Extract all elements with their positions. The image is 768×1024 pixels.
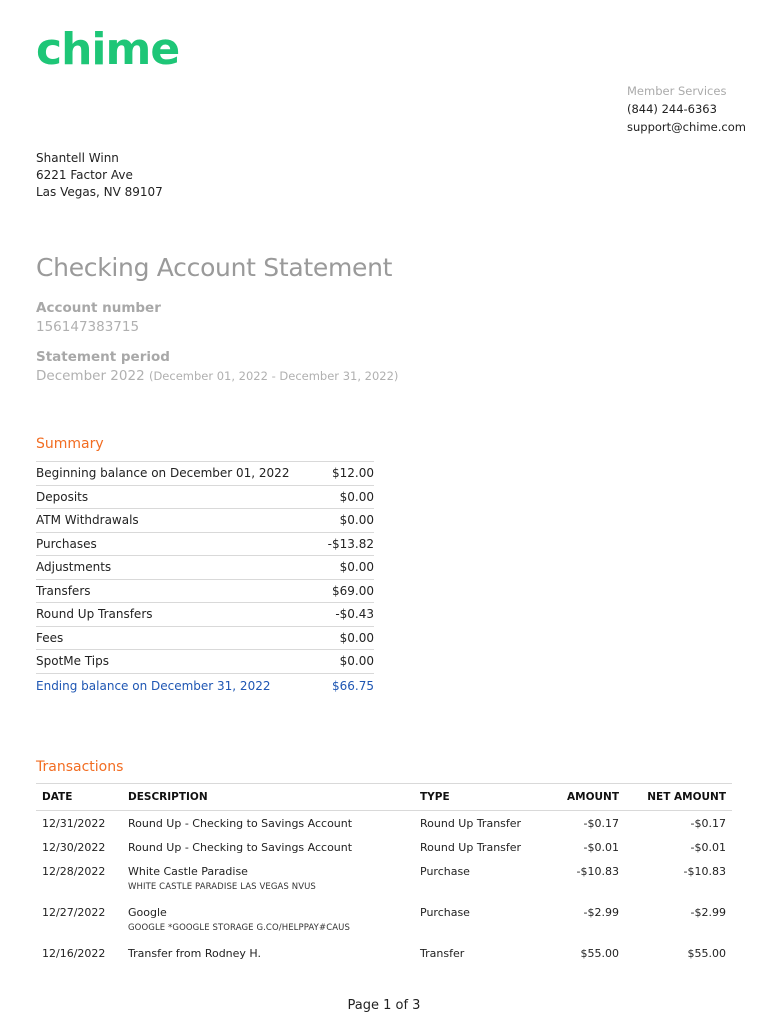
summary-row <box>36 603 374 627</box>
address-street: 6221 Factor Ave <box>36 168 133 182</box>
summary-row <box>36 556 374 580</box>
transaction-description-cell <box>122 941 414 965</box>
summary-row <box>36 626 374 650</box>
transactions-header-row <box>36 784 732 811</box>
statement-period-label: Statement period <box>36 349 170 365</box>
summary-amount: $0.00 <box>322 509 374 533</box>
member-services-phone: (844) 244-6363 <box>627 102 717 116</box>
transaction-type: Round Up Transfer <box>420 841 522 854</box>
address-city: Las Vegas, NV 89107 <box>36 185 163 199</box>
transaction-amount: -$10.83 <box>576 865 619 878</box>
summary-label: Transfers <box>36 579 322 603</box>
summary-row <box>36 532 374 556</box>
transaction-description: Round Up - Checking to Savings Account <box>128 817 353 830</box>
transaction-row <box>36 835 732 859</box>
transaction-date: 12/31/2022 <box>42 817 106 830</box>
transaction-detail: WHITE CASTLE PARADISE LAS VEGAS NVUS <box>128 882 316 892</box>
column-header-description: DESCRIPTION <box>122 784 414 811</box>
summary-title: Summary <box>36 436 104 452</box>
transaction-type: Round Up Transfer <box>420 817 522 830</box>
transaction-description: White Castle Paradise <box>128 865 248 878</box>
summary-label: Fees <box>36 626 322 650</box>
summary-row <box>36 650 374 674</box>
transaction-row <box>36 811 732 836</box>
transaction-date: 12/27/2022 <box>42 906 106 919</box>
transaction-date: 12/30/2022 <box>42 841 106 854</box>
transaction-net-amount: -$0.01 <box>690 841 726 854</box>
column-header-type: TYPE <box>414 784 532 811</box>
summary-amount: -$0.43 <box>322 603 374 627</box>
ending-balance-label: Ending balance on December 31, 2022 <box>36 673 322 698</box>
transactions-title: Transactions <box>36 759 124 775</box>
transaction-description-cell <box>122 900 414 941</box>
transaction-date: 12/28/2022 <box>42 865 106 878</box>
summary-amount: $12.00 <box>322 462 374 486</box>
statement-period-range: (December 01, 2022 - December 31, 2022) <box>148 369 399 383</box>
address-name: Shantell Winn <box>36 151 119 165</box>
transaction-type: Transfer <box>420 947 465 960</box>
summary-row <box>36 462 374 486</box>
chime-logo: chime <box>36 24 180 75</box>
mailing-address <box>36 150 163 201</box>
summary-label: Round Up Transfers <box>36 603 322 627</box>
transaction-description: Round Up - Checking to Savings Account <box>128 841 353 854</box>
summary-amount: $0.00 <box>322 650 374 674</box>
transactions-table <box>36 783 732 965</box>
member-services-email: support@chime.com <box>627 120 746 134</box>
transaction-detail: GOOGLE *GOOGLE STORAGE G.CO/HELPPAY#CAUS <box>128 923 350 933</box>
summary-label: ATM Withdrawals <box>36 509 322 533</box>
transaction-amount: -$0.17 <box>583 817 619 830</box>
member-services <box>627 82 746 136</box>
summary-label: Purchases <box>36 532 322 556</box>
ending-balance-amount: $66.75 <box>322 673 374 698</box>
summary-amount: -$13.82 <box>322 532 374 556</box>
column-header-net-amount: NET AMOUNT <box>625 784 732 811</box>
summary-label: Adjustments <box>36 556 322 580</box>
summary-amount: $69.00 <box>322 579 374 603</box>
transaction-description: Google <box>128 906 167 919</box>
summary-ending-row <box>36 673 374 698</box>
transaction-net-amount: -$10.83 <box>683 865 726 878</box>
column-header-amount: AMOUNT <box>532 784 625 811</box>
transaction-net-amount: $55.00 <box>687 947 726 960</box>
column-header-date: DATE <box>36 784 122 811</box>
transaction-amount: -$0.01 <box>583 841 619 854</box>
summary-row <box>36 509 374 533</box>
member-services-title: Member Services <box>627 84 727 98</box>
summary-row <box>36 579 374 603</box>
transaction-description-cell <box>122 811 414 836</box>
transaction-row <box>36 941 732 965</box>
transaction-description-cell <box>122 835 414 859</box>
document-title: Checking Account Statement <box>36 253 393 282</box>
summary-amount: $0.00 <box>322 485 374 509</box>
transaction-amount: -$2.99 <box>583 906 619 919</box>
statement-period-value <box>36 368 398 384</box>
transaction-type: Purchase <box>420 906 470 919</box>
summary-amount: $0.00 <box>322 626 374 650</box>
summary-label: SpotMe Tips <box>36 650 322 674</box>
transaction-row <box>36 900 732 941</box>
summary-row <box>36 485 374 509</box>
summary-label: Beginning balance on December 01, 2022 <box>36 462 322 486</box>
transaction-net-amount: -$2.99 <box>690 906 726 919</box>
transaction-description: Transfer from Rodney H. <box>128 947 262 960</box>
summary-amount: $0.00 <box>322 556 374 580</box>
transaction-type: Purchase <box>420 865 470 878</box>
transaction-amount: $55.00 <box>580 947 619 960</box>
account-number-value: 156147383715 <box>36 319 140 335</box>
transaction-description-cell <box>122 859 414 900</box>
statement-period-month: December 2022 <box>36 368 145 384</box>
summary-label: Deposits <box>36 485 322 509</box>
transaction-date: 12/16/2022 <box>42 947 106 960</box>
page-number: Page 1 of 3 <box>347 998 421 1013</box>
account-number-label: Account number <box>36 300 161 316</box>
summary-table <box>36 461 374 698</box>
transaction-row <box>36 859 732 900</box>
transaction-net-amount: -$0.17 <box>690 817 726 830</box>
